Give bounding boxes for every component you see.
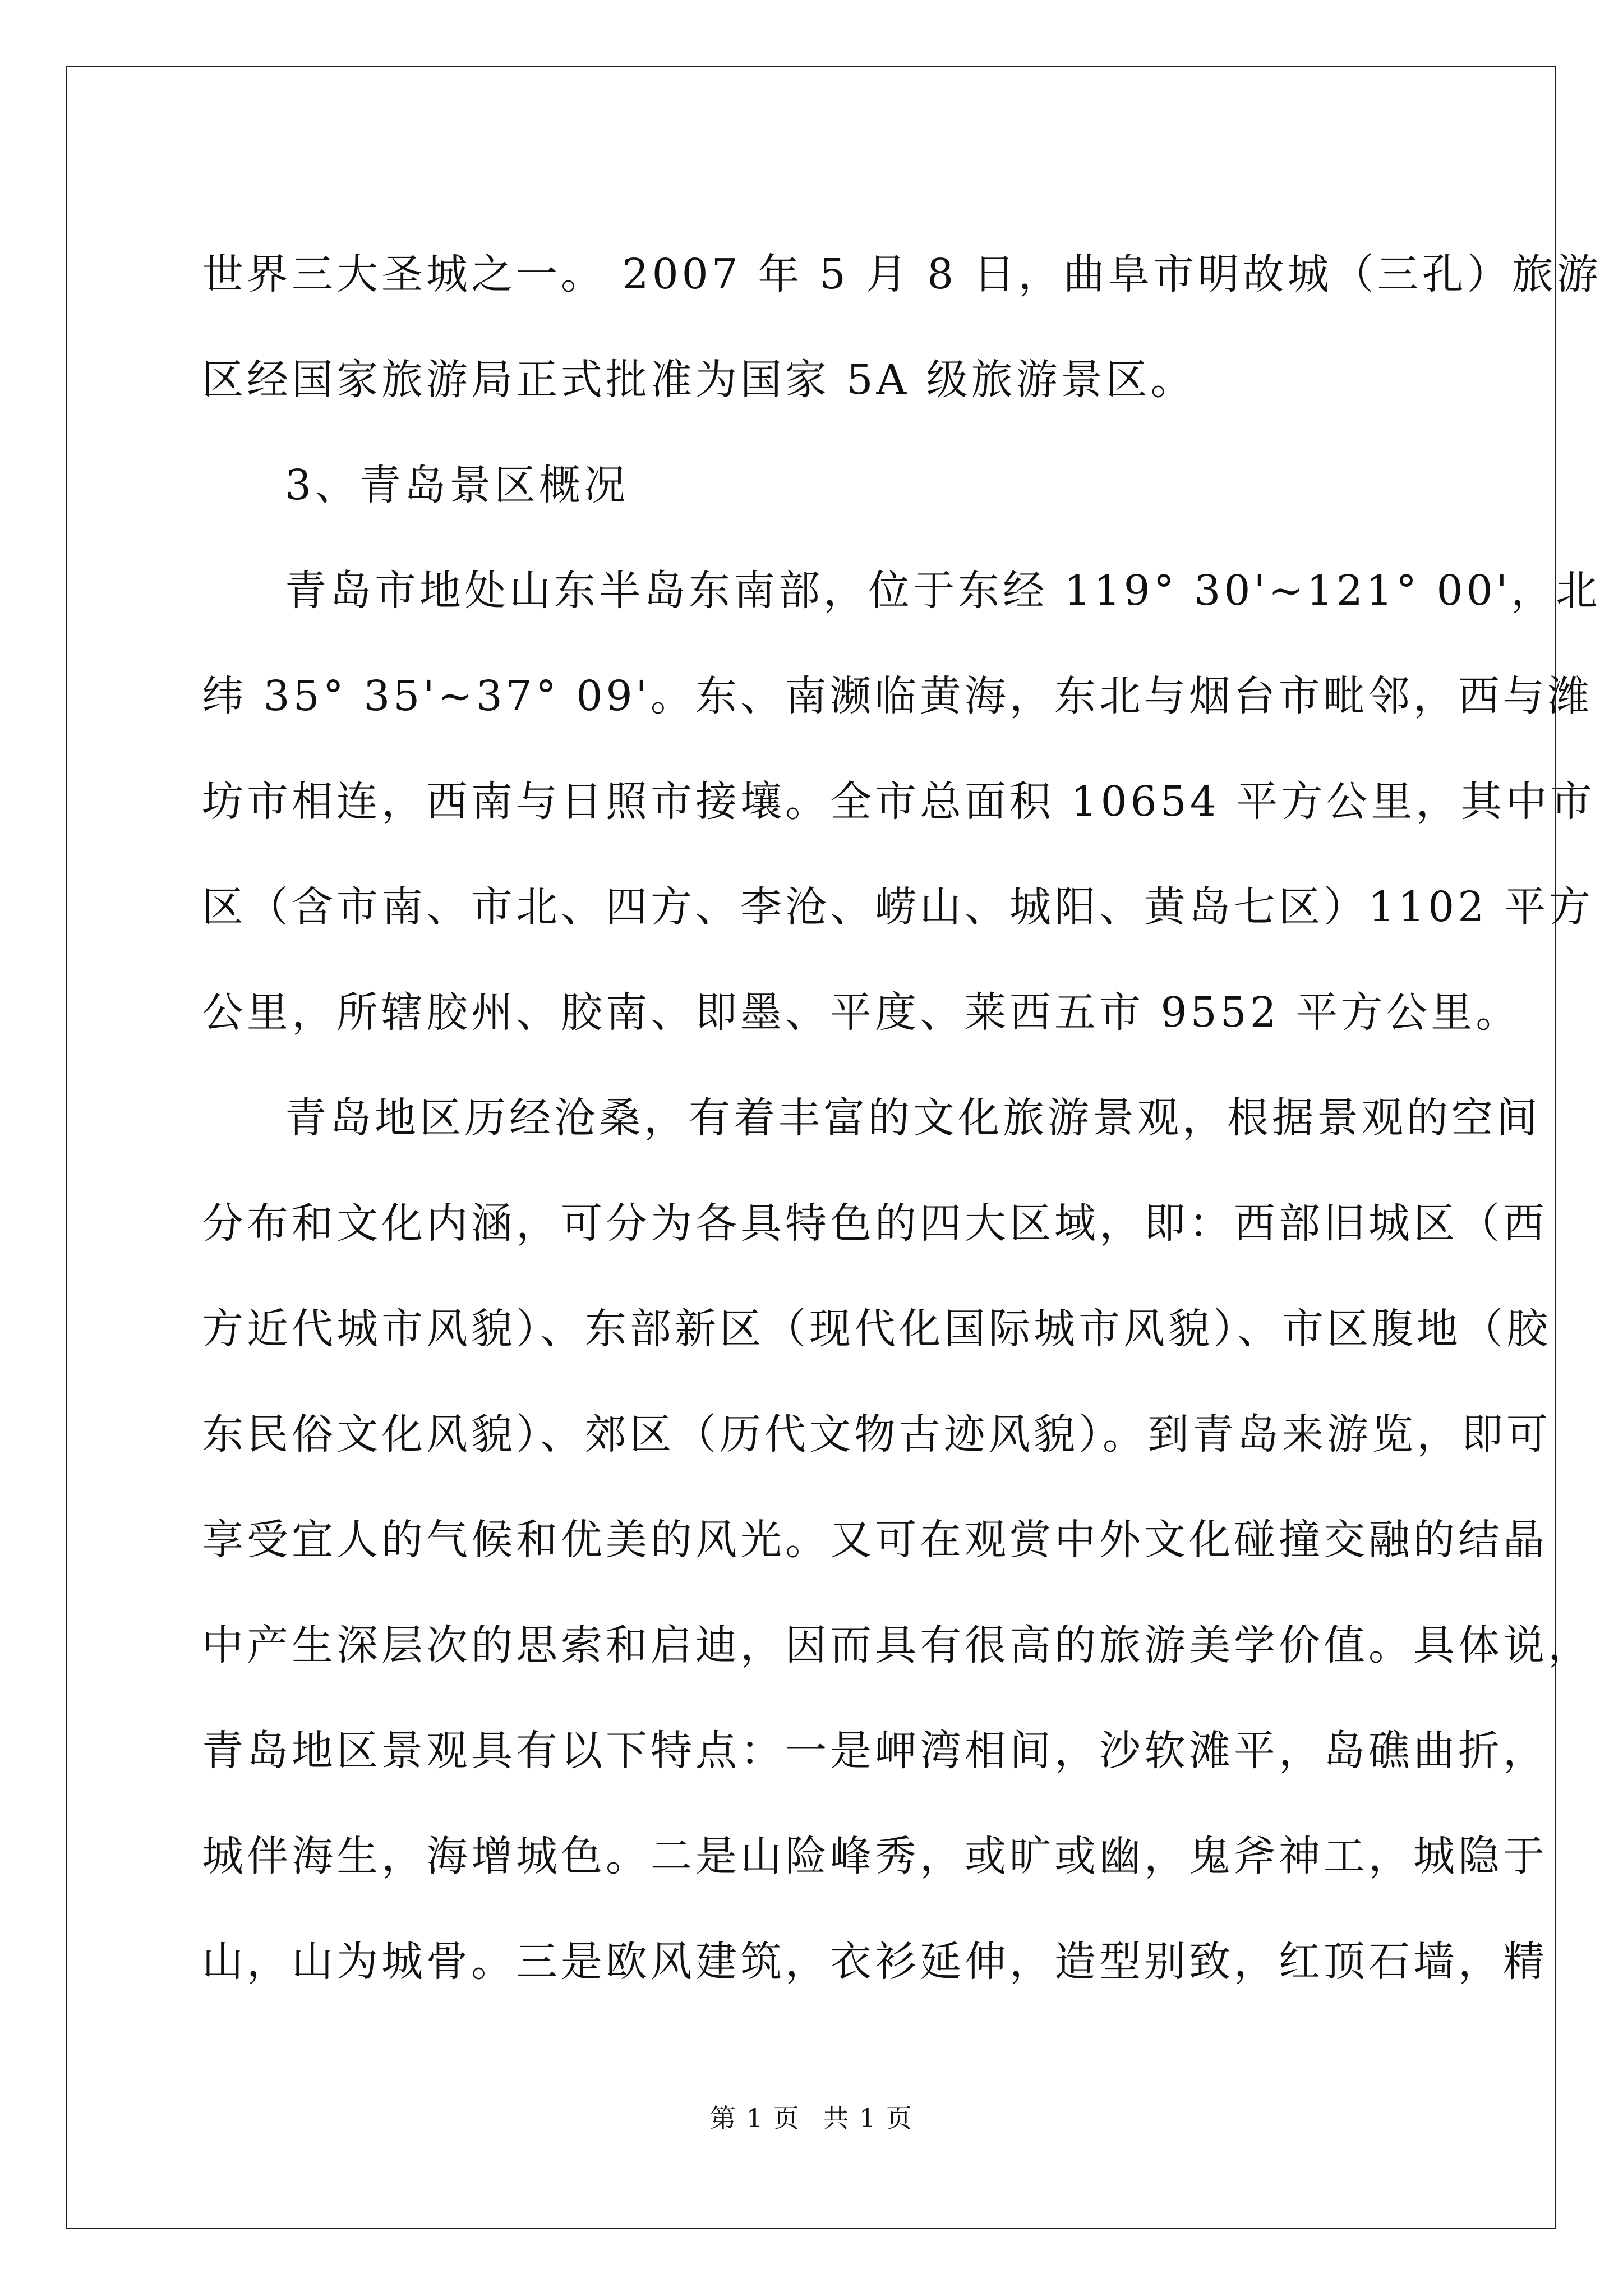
document-body	[202, 222, 1602, 2014]
text-line: 分布和文化内涵，可分为各具特色的四大区域，即：西部旧城区（西	[202, 1199, 1548, 1248]
page-total: 共 1 页	[823, 2103, 913, 2133]
text-line: 青岛市地处山东半岛东南部，位于东经 119° 30'~121° 00'，北	[285, 567, 1601, 615]
text-line: 城伴海生，海增城色。二是山险峰秀，或旷或幽，鬼斧神工，城隐于	[202, 1832, 1548, 1880]
section-heading: 3、青岛景区概况	[285, 461, 629, 509]
text-line: 东民俗文化风貌）、郊区（历代文物古迹风貌）。到青岛来游览，即可	[202, 1410, 1551, 1458]
text-line: 青岛地区景观具有以下特点：一是岬湾相间，沙软滩平，岛礁曲折，	[202, 1727, 1548, 1775]
text-line: 公里，所辖胶州、胶南、即墨、平度、莱西五市 9552 平方公里。	[202, 988, 1521, 1037]
page-footer	[0, 2098, 1623, 2135]
text-line: 青岛地区历经沧桑，有着丰富的文化旅游景观，根据景观的空间	[285, 1094, 1541, 1142]
text-line: 区（含市南、市北、四方、李沧、崂山、城阳、黄岛七区）1102 平方	[202, 883, 1594, 931]
page-number: 第 1 页	[710, 2103, 800, 2133]
text-line: 山，山为城骨。三是欧风建筑，衣衫延伸，造型别致，红顶石墙，精	[202, 1938, 1548, 1986]
text-line: 方近代城市风貌）、东部新区（现代化国际城市风貌）、市区腹地（胶	[202, 1305, 1551, 1353]
text-line: 享受宜人的气候和优美的风光。又可在观赏中外文化碰撞交融的结晶	[202, 1516, 1548, 1564]
text-line: 坊市相连，西南与日照市接壤。全市总面积 10654 平方公里，其中市	[202, 777, 1596, 826]
text-line: 纬 35° 35'~37° 09'。东、南濒临黄海，东北与烟台市毗邻，西与潍	[202, 672, 1593, 720]
text-line: 世界三大圣城之一。 2007 年 5 月 8 日，曲阜市明故城（三孔）旅游	[202, 250, 1602, 298]
text-line: 区经国家旅游局正式批准为国家 5A 级旅游景区。	[202, 356, 1196, 404]
text-line: 中产生深层次的思索和启迪，因而具有很高的旅游美学价值。具体说，	[202, 1621, 1593, 1669]
